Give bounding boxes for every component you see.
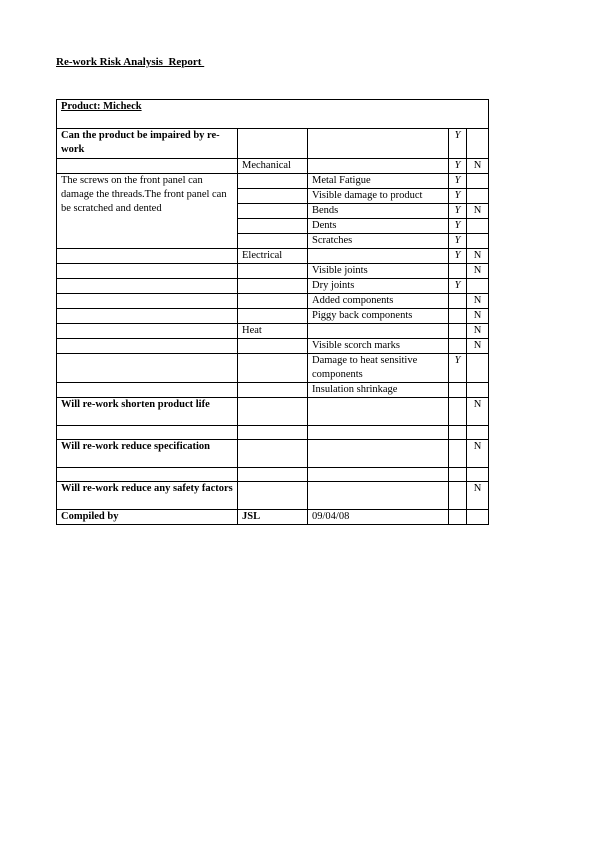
criterion-cell: Scratches — [308, 234, 449, 249]
table-row — [57, 249, 489, 264]
category-cell — [238, 279, 308, 294]
criterion-cell — [308, 129, 449, 159]
yes-cell — [449, 426, 467, 440]
no-cell — [467, 354, 489, 383]
yes-cell — [449, 468, 467, 482]
question-cell — [57, 383, 238, 398]
yes-cell — [449, 482, 467, 510]
no-cell: N — [467, 440, 489, 468]
question-cell — [57, 159, 238, 174]
no-cell: N — [467, 294, 489, 309]
no-cell: N — [467, 398, 489, 426]
category-cell — [238, 426, 308, 440]
category-cell — [238, 204, 308, 219]
question-cell — [57, 468, 238, 482]
yes-cell — [449, 294, 467, 309]
no-cell: N — [467, 249, 489, 264]
criterion-cell: Dents — [308, 219, 449, 234]
yes-cell — [449, 398, 467, 426]
table-row — [57, 159, 489, 174]
no-cell — [467, 383, 489, 398]
yes-cell: Y — [449, 189, 467, 204]
no-cell: N — [467, 482, 489, 510]
criterion-cell: Bends — [308, 204, 449, 219]
no-cell — [467, 174, 489, 189]
criterion-cell — [308, 468, 449, 482]
criterion-cell: 09/04/08 — [308, 510, 449, 525]
criterion-cell: Metal Fatigue — [308, 174, 449, 189]
table-row — [57, 174, 489, 189]
question-cell: Will re-work shorten product life — [57, 398, 238, 426]
category-cell: Mechanical — [238, 159, 308, 174]
yes-cell — [449, 309, 467, 324]
category-cell — [238, 264, 308, 279]
question-cell — [57, 324, 238, 339]
table-row — [57, 510, 489, 525]
category-cell — [238, 383, 308, 398]
yes-cell — [449, 440, 467, 468]
question-cell: Will re-work reduce specification — [57, 440, 238, 468]
question-cell — [57, 249, 238, 264]
question-cell — [57, 309, 238, 324]
report-title: Re-work Risk Analysis Report — [56, 56, 205, 68]
category-cell — [238, 482, 308, 510]
yes-cell: Y — [449, 129, 467, 159]
question-cell — [57, 279, 238, 294]
category-cell — [238, 440, 308, 468]
category-cell — [238, 354, 308, 383]
risk-analysis-table — [56, 99, 489, 525]
criterion-cell — [308, 440, 449, 468]
yes-cell: Y — [449, 279, 467, 294]
yes-cell — [449, 383, 467, 398]
category-cell — [238, 219, 308, 234]
criterion-cell: Visible joints — [308, 264, 449, 279]
criterion-cell: Dry joints — [308, 279, 449, 294]
no-cell: N — [467, 309, 489, 324]
category-cell: Electrical — [238, 249, 308, 264]
table-row — [57, 398, 489, 426]
no-cell — [467, 189, 489, 204]
table-row — [57, 440, 489, 468]
category-cell — [238, 129, 308, 159]
no-cell: N — [467, 204, 489, 219]
criterion-cell: Added components — [308, 294, 449, 309]
category-cell — [238, 174, 308, 189]
table-row — [57, 279, 489, 294]
question-cell — [57, 294, 238, 309]
yes-cell — [449, 510, 467, 525]
criterion-cell: Piggy back components — [308, 309, 449, 324]
yes-cell: Y — [449, 159, 467, 174]
category-cell — [238, 309, 308, 324]
table-row — [57, 129, 489, 159]
yes-cell — [449, 264, 467, 279]
table-row — [57, 482, 489, 510]
criterion-cell — [308, 482, 449, 510]
no-cell: N — [467, 339, 489, 354]
table-row — [57, 294, 489, 309]
question-cell: Compiled by — [57, 510, 238, 525]
table-row — [57, 309, 489, 324]
product-row — [57, 100, 489, 129]
question-cell: Will re-work reduce any safety factors — [57, 482, 238, 510]
no-cell — [467, 219, 489, 234]
criterion-cell — [308, 249, 449, 264]
no-cell — [467, 510, 489, 525]
no-cell — [467, 279, 489, 294]
no-cell — [467, 468, 489, 482]
yes-cell: Y — [449, 234, 467, 249]
mechanical-note: The screws on the front panel can damage the threads.The front panel can be scratched and dented — [57, 174, 238, 249]
yes-cell: Y — [449, 249, 467, 264]
question-cell — [57, 354, 238, 383]
yes-cell: Y — [449, 204, 467, 219]
table-row — [57, 468, 489, 482]
question-cell — [57, 426, 238, 440]
question-cell — [57, 264, 238, 279]
category-cell — [238, 189, 308, 204]
no-cell — [467, 426, 489, 440]
product-label: Product: Micheck — [57, 100, 489, 129]
no-cell: N — [467, 159, 489, 174]
question-cell: Can the product be impaired by re-work — [57, 129, 238, 159]
criterion-cell — [308, 426, 449, 440]
yes-cell: Y — [449, 219, 467, 234]
table-row — [57, 324, 489, 339]
question-cell — [57, 339, 238, 354]
criterion-cell — [308, 159, 449, 174]
no-cell — [467, 234, 489, 249]
yes-cell — [449, 324, 467, 339]
category-cell: Heat — [238, 324, 308, 339]
criterion-cell — [308, 398, 449, 426]
category-cell: JSL — [238, 510, 308, 525]
table-row — [57, 426, 489, 440]
no-cell: N — [467, 324, 489, 339]
criterion-cell — [308, 324, 449, 339]
category-cell — [238, 294, 308, 309]
table-row — [57, 354, 489, 383]
criterion-cell: Damage to heat sensitive components — [308, 354, 449, 383]
criterion-cell: Visible scorch marks — [308, 339, 449, 354]
yes-cell: Y — [449, 174, 467, 189]
yes-cell: Y — [449, 354, 467, 383]
no-cell — [467, 129, 489, 159]
criterion-cell: Visible damage to product — [308, 189, 449, 204]
category-cell — [238, 468, 308, 482]
no-cell: N — [467, 264, 489, 279]
category-cell — [238, 339, 308, 354]
table-row — [57, 339, 489, 354]
category-cell — [238, 398, 308, 426]
yes-cell — [449, 339, 467, 354]
category-cell — [238, 234, 308, 249]
criterion-cell: Insulation shrinkage — [308, 383, 449, 398]
table-row — [57, 264, 489, 279]
table-row — [57, 383, 489, 398]
